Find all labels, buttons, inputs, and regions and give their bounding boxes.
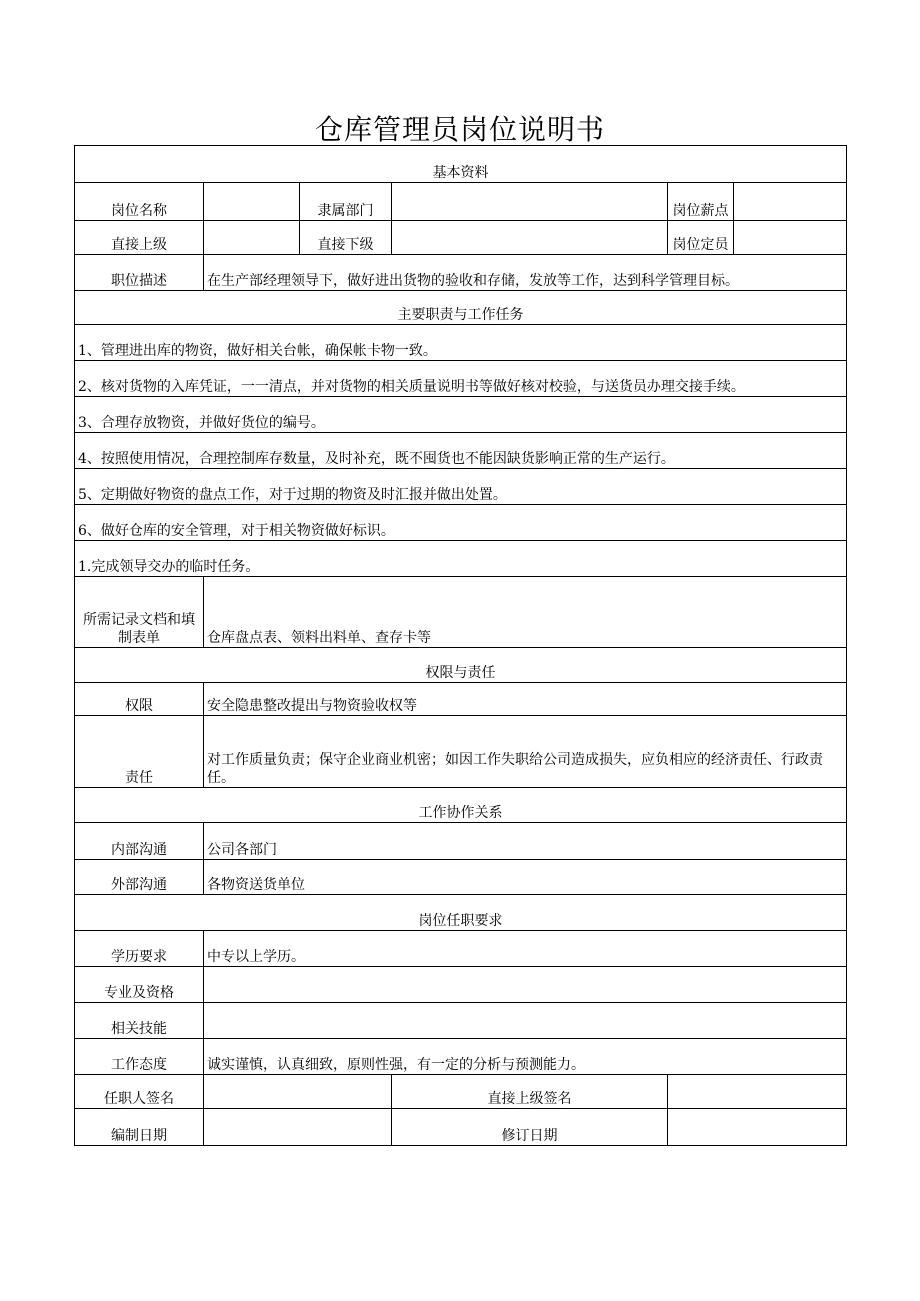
superior-signature-label: 直接上级签名 (392, 1075, 668, 1109)
section-header-row (75, 648, 847, 683)
table-row (75, 1075, 847, 1109)
education-label: 学历要求 (75, 931, 204, 967)
table-row (75, 1109, 847, 1146)
table-row (75, 183, 847, 221)
section-header-row (75, 146, 847, 183)
qualification-label: 专业及资格 (75, 967, 204, 1003)
skills-value (204, 1003, 847, 1039)
authority-header: 权限与责任 (75, 648, 847, 683)
table-row (75, 1039, 847, 1075)
list-item (75, 433, 847, 469)
holder-signature-label: 任职人签名 (75, 1075, 204, 1109)
description-value: 在生产部经理领导下，做好进出货物的验收和存储，发放等工作，达到科学管理目标。 (204, 255, 847, 291)
list-item (75, 541, 847, 577)
table-row (75, 860, 847, 895)
description-label: 职位描述 (75, 255, 204, 291)
authority-label: 权限 (75, 683, 204, 716)
table-row (75, 716, 847, 788)
position-name-value (204, 183, 300, 221)
duty-item: 2、核对货物的入库凭证，一一清点，并对货物的相关质量说明书等做好核对校验，与送货员办理交接手续。 (75, 361, 847, 397)
list-item (75, 397, 847, 433)
duty-item: 1、管理进出库的物资，做好相关台帐，确保帐卡物一致。 (75, 325, 847, 361)
authority-value: 安全隐患整改提出与物资验收权等 (204, 683, 847, 716)
external-label: 外部沟通 (75, 860, 204, 895)
superior-signature-value (668, 1075, 847, 1109)
compiled-date-label: 编制日期 (75, 1109, 204, 1146)
holder-signature-value (204, 1075, 392, 1109)
table-row (75, 823, 847, 860)
table-row (75, 1003, 847, 1039)
cooperation-header: 工作协作关系 (75, 788, 847, 823)
list-item (75, 361, 847, 397)
department-value (392, 183, 668, 221)
basic-info-header: 基本资料 (75, 146, 847, 183)
section-header-row (75, 291, 847, 325)
direct-superior-value (204, 221, 300, 255)
department-label: 隶属部门 (300, 183, 392, 221)
duty-item: 1.完成领导交办的临时任务。 (75, 541, 847, 577)
requirements-header: 岗位任职要求 (75, 895, 847, 931)
job-description-table (74, 145, 847, 1146)
section-header-row (75, 895, 847, 931)
revised-date-label: 修订日期 (392, 1109, 668, 1146)
list-item (75, 325, 847, 361)
responsibility-value: 对工作质量负责；保守企业商业机密；如因工作失职给公司造成损失，应负相应的经济责任、行政责任。 (204, 716, 847, 788)
duties-header: 主要职责与工作任务 (75, 291, 847, 325)
attitude-label: 工作态度 (75, 1039, 204, 1075)
salary-label: 岗位薪点 (668, 183, 734, 221)
external-value: 各物资送货单位 (204, 860, 847, 895)
duty-item: 4、按照使用情况，合理控制库存数量，及时补充，既不囤货也不能因缺货影响正常的生产运行。 (75, 433, 847, 469)
internal-value: 公司各部门 (204, 823, 847, 860)
direct-subordinate-label: 直接下级 (300, 221, 392, 255)
education-value: 中专以上学历。 (204, 931, 847, 967)
duty-item: 6、做好仓库的安全管理，对于相关物资做好标识。 (75, 505, 847, 541)
responsibility-label: 责任 (75, 716, 204, 788)
table-row (75, 577, 847, 648)
duty-item: 5、定期做好物资的盘点工作，对于过期的物资及时汇报并做出处置。 (75, 469, 847, 505)
table-row (75, 255, 847, 291)
records-value: 仓库盘点表、领料出料单、查存卡等 (204, 577, 847, 648)
compiled-date-value (204, 1109, 392, 1146)
qualification-value (204, 967, 847, 1003)
table-row (75, 931, 847, 967)
internal-label: 内部沟通 (75, 823, 204, 860)
list-item (75, 469, 847, 505)
attitude-value: 诚实谨慎，认真细致，原则性强，有一定的分析与预测能力。 (204, 1039, 847, 1075)
table-row (75, 683, 847, 716)
section-header-row (75, 788, 847, 823)
records-label: 所需记录文档和填制表单 (75, 577, 204, 648)
headcount-value (734, 221, 847, 255)
duty-item: 3、合理存放物资，并做好货位的编号。 (75, 397, 847, 433)
direct-superior-label: 直接上级 (75, 221, 204, 255)
table-row (75, 221, 847, 255)
revised-date-value (668, 1109, 847, 1146)
headcount-label: 岗位定员 (668, 221, 734, 255)
skills-label: 相关技能 (75, 1003, 204, 1039)
direct-subordinate-value (392, 221, 668, 255)
page-title: 仓库管理员岗位说明书 (314, 113, 605, 146)
position-name-label: 岗位名称 (75, 183, 204, 221)
salary-value (734, 183, 847, 221)
table-row (75, 967, 847, 1003)
list-item (75, 505, 847, 541)
